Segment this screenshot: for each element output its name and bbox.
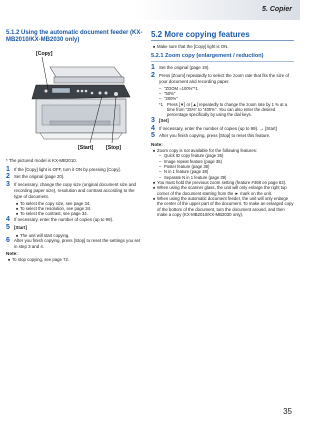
zoom-option: – "50%" — [159, 91, 176, 97]
right-column — [151, 30, 294, 218]
step3-bullet: ● To select the copy size, see page 34. — [15, 200, 91, 206]
left-step-3: 3 If necessary, change the copy size (original document size and recording paper size), resolution and contrast according to the type of document. — [6, 181, 136, 199]
page-number: 35 — [283, 407, 292, 416]
section-heading-5-2-1: 5.2.1 Zoom copy (enlargement / reduction) — [151, 53, 294, 62]
left-step-5: 5 [Start] — [6, 223, 27, 231]
right-step-4: 4 If necessary, enter the number of copies (up to 99). → [Start] — [151, 124, 277, 132]
stop-button-callout: [Stop] — [106, 145, 121, 151]
right-note-bullet: ● Zoom copy is not available for the following features: — [152, 147, 258, 153]
unavailable-feature: – Separate N in 1 feature (page 39) — [159, 174, 227, 180]
header-bar — [0, 0, 300, 20]
step5-bullet: ● The unit will start copying. — [15, 232, 70, 238]
printer-illustration — [6, 47, 144, 155]
right-note-heading: Note: — [151, 141, 163, 147]
left-step-4: 4 If necessary, enter the number of copies (up to 99). — [6, 215, 114, 223]
left-note-bullet: ● To stop copying, see page 72. — [7, 257, 70, 263]
section-heading-5-2: 5.2 More copying features — [151, 30, 294, 41]
left-step-1: 1 If the [Copy] light is OFF, turn it ON by pressing [Copy]. — [6, 165, 121, 173]
section-heading-5-1-2: 5.1.2 Using the automatic document feeder (KX-MB2010/KX-MB2030 only) — [6, 30, 143, 43]
zoom-footnote: *1 Press [▼] or [▲] repeatedly to change the zoom rate by 1 % at a time from "25%" to "400%". You can also enter the desired percentage specifically by using the dial keys. — [159, 101, 288, 118]
left-column — [6, 30, 144, 263]
right-note-bullet: ● When using the scanner glass, the unit will only enlarge the right top corner of the document starting from the ► mark on the unit. — [152, 185, 287, 196]
unavailable-feature: – N in 1 feature (page 38) — [159, 169, 209, 175]
unavailable-feature: – Image repeat feature (page 36) — [159, 158, 222, 164]
unavailable-feature: – Quick ID copy feature (page 36) — [159, 153, 224, 159]
left-step-6: 6 After you finish copying, press [Stop] to reset the settings you set in step 3 and 4. — [6, 236, 141, 249]
right-note-bullet: ● You must hold the previous zoom setting (feature #468 on page 63). — [152, 179, 287, 185]
unavailable-feature: – Poster feature (page 38) — [159, 163, 210, 169]
step3-bullet: ● To select the resolution, see page 34. — [15, 205, 92, 211]
right-note-bullet: ● When using the automatic document feeder, the unit will only enlarge the center of the upper part of the document. To make an enlarged copy of the bottom of the document, turn the document around, and then make a copy (KX-MB2010/KX-MB2030 only). — [152, 196, 294, 218]
left-note-heading: Note: — [6, 251, 18, 257]
zoom-option: – "200%" — [159, 96, 178, 102]
machine-figure — [6, 47, 144, 155]
copy-button-callout: [Copy] — [36, 51, 53, 57]
figure-footnote: * The pictured model is KX-MB2010. — [6, 158, 77, 163]
chapter-title: 5. Copier — [262, 6, 292, 13]
intro-bullet: ● Make sure that the [Copy] light is ON. — [152, 44, 229, 49]
right-step-2: 2 Press [Zoom] repeatedly to select the zoom rate that fits the size of your document and recording paper. — [151, 72, 290, 84]
right-step-3: 3 [Set] — [151, 116, 169, 124]
right-step-5: 5 After you finish copying, press [Stop] to reset this feature. — [151, 132, 271, 140]
zoom-option: – "ZOOM =100%"*1 — [159, 85, 198, 91]
left-step-2: 2 Set the original (page 20). — [6, 173, 65, 181]
step3-bullet: ● To select the contrast, see page 34. — [15, 211, 88, 217]
start-button-callout: [Start] — [78, 145, 94, 151]
right-step-1: 1 Set the original (page 19). — [151, 64, 210, 72]
